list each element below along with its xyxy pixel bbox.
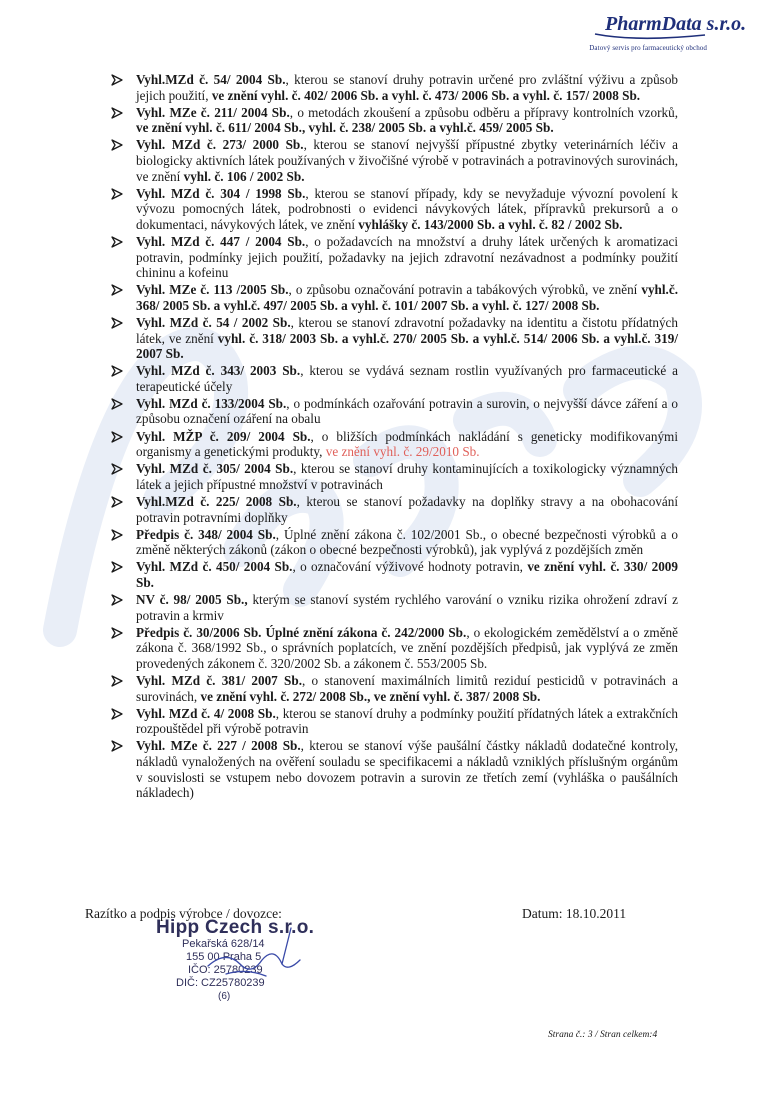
stamp-company-name: Hipp Czech s.r.o.	[156, 917, 315, 938]
regulation-description: , kterou se stanoví druhy potravin určené pro zvláštní výživu a způsob jejich použití,	[136, 72, 679, 103]
regulation-reference: ve znění vyhl. č. 611/ 2004 Sb., vyhl. č. 238/ 2005 Sb. a vyhl.č. 459/ 2005 Sb.	[136, 120, 554, 136]
stamp-street: Pekařská 628/14	[182, 938, 265, 950]
regulation-text	[136, 706, 678, 737]
arrow-bullet-icon	[110, 739, 124, 753]
arrow-bullet-icon	[110, 235, 124, 249]
regulation-description: , kterou se stanoví požadavky na doplňky stravy a na obohacování potravin potravními doplňky	[136, 493, 678, 525]
regulation-reference: Vyhl. MZd č. 304 / 1998 Sb.	[136, 185, 306, 201]
logo-subtitle: Datový servis pro farmaceutický obchod	[589, 44, 707, 52]
regulation-description: , o stanovení maximálních limitů reziduí pesticidů v potravinách a surovinách,	[136, 672, 678, 704]
regulation-reference: Vyhl.MZd č. 225/ 2008 Sb.	[136, 493, 297, 509]
arrow-bullet-icon	[110, 187, 124, 201]
regulation-item	[110, 494, 678, 525]
regulation-reference: Vyhl. MZe č. 227 / 2008 Sb.	[136, 738, 301, 754]
regulation-reference: NV č. 98/ 2005 Sb.,	[136, 592, 248, 607]
regulation-text	[136, 429, 678, 460]
arrow-bullet-icon	[110, 560, 124, 574]
regulation-reference: Vyhl. MZd č. 343/ 2003 Sb.	[136, 363, 301, 379]
regulation-description: , o bližších podmínkách nakládání s geneticky modifikovanými organismy a genetickými produkty,	[136, 428, 678, 460]
regulation-item	[110, 592, 678, 623]
arrow-bullet-icon	[110, 430, 124, 444]
regulation-description: , kterou se stanoví zdravotní požadavky na identitu a čistotu přídatných látek, ve znění	[136, 314, 679, 346]
regulation-reference: Vyhl. MZd č. 273/ 2000 Sb.	[136, 137, 304, 153]
regulation-text	[136, 72, 678, 103]
regulation-item	[110, 738, 678, 800]
regulation-reference: Vyhl. MZe č. 113 /2005 Sb.	[136, 282, 289, 298]
regulation-description: , kterou se vydává seznam rostlin využívaných pro farmaceutické a terapeutické účely	[136, 363, 679, 394]
regulation-description: , kterou se stanoví druhy kontaminujících a toxikologicky významných látek a jejich přípustné množství v potravinách	[136, 461, 678, 492]
arrow-bullet-icon	[110, 707, 124, 721]
regulation-item	[110, 105, 678, 136]
regulation-description: , o metodách zkoušení a způsobu odběru a přípravy kontrolních vzorků,	[289, 104, 678, 120]
regulation-description: , kterou se stanoví druhy a podmínky použití přídatných látek a extrakčních rozpouštědel při výrobě potravin	[136, 705, 678, 737]
regulation-text	[136, 137, 678, 183]
regulation-description: , Úplné znění zákona č. 102/2001 Sb., o obecné bezpečnosti výrobků a o změně některých zákonů (zákon o obecné bezpečnosti výrobků), jak vyplývá z pozdějších změn	[136, 526, 678, 558]
regulation-list	[110, 72, 678, 802]
regulation-text	[136, 494, 678, 525]
handwritten-signature-icon	[196, 920, 306, 990]
regulation-reference: Vyhl.MZd č. 54/ 2004 Sb.	[136, 72, 286, 87]
regulation-reference: Vyhl. MZd č. 447 / 2004 Sb.	[136, 233, 306, 249]
regulation-item	[110, 396, 678, 427]
regulation-reference: Vyhl. MZe č. 211/ 2004 Sb.	[136, 104, 290, 120]
regulation-reference: vyhlášky č. 143/2000 Sb. a vyhl. č. 82 / 2002 Sb.	[358, 216, 623, 232]
stamp-signature-label: Razítko a podpis výrobce / dovozce:	[85, 906, 282, 921]
regulation-reference: Vyhl. MZd č. 133/2004 Sb.	[136, 395, 287, 411]
arrow-bullet-icon	[110, 462, 124, 476]
arrow-bullet-icon	[110, 626, 124, 640]
regulation-text	[136, 105, 678, 136]
regulation-reference: Vyhl. MZd č. 4/ 2008 Sb.	[136, 705, 276, 721]
regulation-description: , kterou se stanoví výše paušální částky nákladů dodatečné kontroly, nákladů vynaložených na ověření souladu se specifikacemi a nákladů vzniklých příslušným orgánům v souvislosti se vstupem nebo dovozem potravin a surovin ze třetích zemí (vyhláška o paušálních nákladech)	[136, 738, 679, 801]
regulation-item	[110, 625, 678, 672]
arrow-bullet-icon	[110, 674, 124, 688]
regulation-description: , o požadavcích na množství a druhy látek určených k aromatizaci potravin, podmínky jejich použití, požadavky na jejich zdravotní nezávadnost a podmínky použití chininu a kofeinu	[136, 233, 679, 281]
regulation-reference: Vyhl. MZd č. 305/ 2004 Sb.	[136, 461, 294, 477]
regulation-reference: Vyhl. MZd č. 381/ 2007 Sb.	[136, 672, 302, 688]
stamp-number: (6)	[218, 991, 231, 1002]
regulation-item	[110, 137, 678, 184]
regulation-description: , o ekologickém zemědělství a o změně zákona č. 368/1992 Sb., o správních poplatcích, ve znění pozdějších předpisů, jak vyplývá ze změn provedených zákonem č. 320/2002 Sb. a zákonem č. 553/2005 Sb.	[136, 624, 678, 671]
regulation-reference: vyhl. č. 318/ 2003 Sb. a vyhl.č. 270/ 2005 Sb. a vyhl.č. 514/ 2006 Sb. a vyhl.č. 319/ 2007 Sb.	[136, 330, 678, 362]
regulation-reference: Vyhl. MZd č. 54 / 2002 Sb.	[136, 314, 291, 330]
regulation-text	[136, 396, 678, 427]
regulation-text	[136, 592, 678, 623]
arrow-bullet-icon	[110, 316, 124, 330]
regulation-reference: Vyhl. MZd č. 450/ 2004 Sb.	[136, 559, 293, 575]
document-date: Datum: 18.10.2011	[522, 906, 627, 921]
regulation-text	[136, 527, 678, 558]
amendment-note: ve znění vyhl. č. 29/2010 Sb.	[325, 444, 480, 460]
regulation-reference: Vyhl. MŽP č. 209/ 2004 Sb.	[136, 428, 311, 444]
arrow-bullet-icon	[110, 283, 124, 297]
arrow-bullet-icon	[110, 397, 124, 411]
stamp-ico: IČO: 25780239	[188, 964, 263, 976]
regulation-text	[136, 234, 678, 280]
regulation-item	[110, 282, 678, 313]
regulation-text	[136, 186, 678, 232]
arrow-bullet-icon	[110, 528, 124, 542]
stamp-dic: DIČ: CZ25780239	[176, 977, 265, 989]
regulation-reference: ve znění vyhl. č. 330/ 2009 Sb.	[136, 559, 678, 590]
arrow-bullet-icon	[110, 593, 124, 607]
regulation-item	[110, 315, 678, 362]
arrow-bullet-icon	[110, 106, 124, 120]
company-logo	[567, 8, 747, 52]
logo-wordmark: PharmData s.r.o.	[605, 13, 747, 35]
regulation-item	[110, 461, 678, 492]
pharmdata-logo-icon	[567, 8, 747, 46]
regulation-text	[136, 559, 678, 590]
page-number: Strana č.: 3 / Stran celkem:4	[548, 1030, 658, 1040]
regulation-description: , o podmínkách ozařování potravin a surovin, o nejvyšší dávce záření a o způsobu označení ozáření na obalu	[136, 395, 678, 427]
regulation-description: , kterou se stanoví nejvyšší přípustné zbytky veterinárních léčiv a biologicky aktivních látek používaných v živočišné výrobě v potravinách a potravinových surovinách, ve znění	[136, 137, 678, 184]
arrow-bullet-icon	[110, 364, 124, 378]
regulation-reference: vyhl.č. 368/ 2005 Sb. a vyhl.č. 497/ 2005 Sb. a vyhl. č. 101/ 2007 Sb. a vyhl. č. 127/ 2008 Sb.	[136, 282, 678, 313]
regulation-reference: ve znění vyhl. č. 272/ 2008 Sb., ve znění vyhl. č. 387/ 2008 Sb.	[200, 688, 541, 704]
regulation-reference: Předpis č. 348/ 2004 Sb.	[136, 526, 276, 542]
arrow-bullet-icon	[110, 495, 124, 509]
regulation-reference: ve znění vyhl. č. 402/ 2006 Sb. a vyhl. č. 473/ 2006 Sb. a vyhl. č. 157/ 2008 Sb.	[211, 87, 641, 103]
regulation-item	[110, 186, 678, 233]
regulation-item	[110, 234, 678, 281]
regulation-reference: vyhl. č. 106 / 2002 Sb.	[183, 168, 305, 184]
regulation-text	[136, 625, 678, 671]
regulation-text	[136, 673, 678, 704]
regulation-item	[110, 429, 678, 460]
regulation-text	[136, 738, 678, 800]
regulation-description: , kterou se stanoví případy, kdy se nevyžaduje vývozní povolení k vývozu pomocných látek, podrobnosti o evidenci návykových látek, přípravků prekursorů a o dokumentaci, návykových látek, ve znění	[136, 185, 678, 232]
regulation-text	[136, 363, 678, 394]
regulation-text	[136, 461, 678, 492]
regulation-text	[136, 282, 678, 313]
regulation-item	[110, 72, 678, 103]
regulation-item	[110, 363, 678, 394]
regulation-text	[136, 315, 678, 361]
regulation-description: kterým se stanoví systém rychlého varování o vzniku rizika ohrožení zdraví z potravin a krmiv	[136, 592, 678, 623]
regulation-item	[110, 706, 678, 737]
regulation-description: , o označování výživové hodnoty potravin,	[292, 559, 528, 575]
regulation-item	[110, 527, 678, 558]
stamp-city: 155 00 Praha 5	[186, 951, 262, 963]
regulation-item	[110, 559, 678, 590]
regulation-description: , o způsobu označování potravin a tabákových výrobků, ve znění	[288, 282, 642, 298]
arrow-bullet-icon	[110, 73, 124, 87]
regulation-item	[110, 673, 678, 704]
arrow-bullet-icon	[110, 138, 124, 152]
regulation-reference: Předpis č. 30/2006 Sb. Úplné znění zákona č. 242/2000 Sb.	[136, 624, 467, 640]
